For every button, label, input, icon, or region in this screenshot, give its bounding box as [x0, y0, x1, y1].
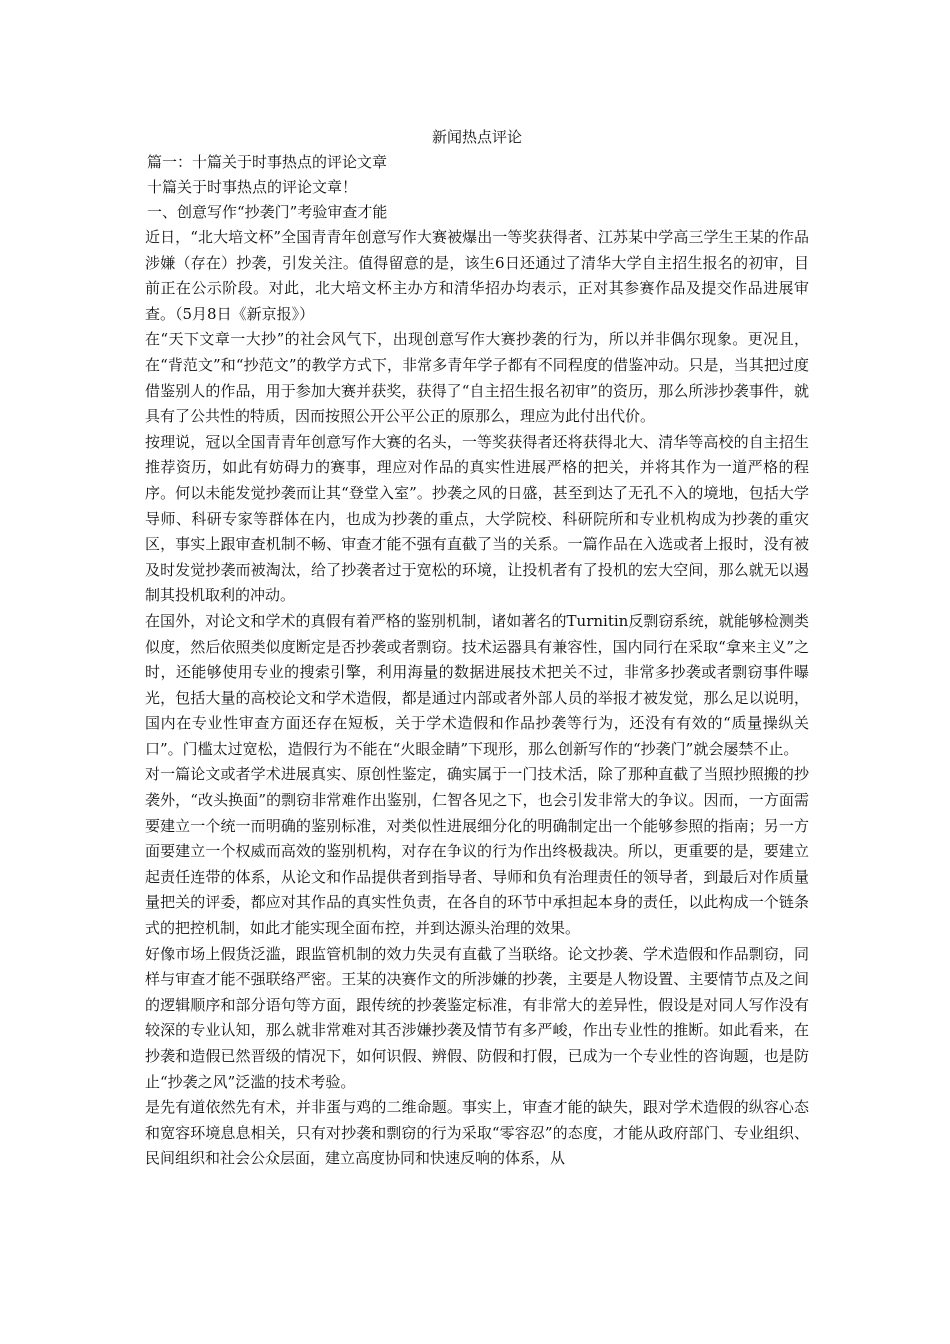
paragraph: 按理说，冠以全国青青年创意写作大赛的名头，一等奖获得者还将获得北大、清华等高校的自主招生推荐资历，如此有妨碍力的赛事，理应对作品的真实性进展严格的把关，并将其作为一道严格的程序。何以未能发觉抄袭而让其“登堂入室”。抄袭之风的日盛，甚至到达了无孔不入的境地，包括大学导师、科研专家等群体在内，也成为抄袭的重点，大学院校、科研院所和专业机构成为抄袭的重灾区，事实上跟审查机制不畅、审查才能不强有直截了当的关系。一篇作品在入选或者上报时，没有被及时发觉抄袭而被淘汰，给了抄袭者过于宽松的环境，让投机者有了投机的宏大空间，那么就无以遏制其投机取利的冲动。: [145, 432, 809, 605]
paragraph: 近日，“北大培文杯”全国青青年创意写作大赛被爆出一等奖获得者、江苏某中学高三学生王某的作品涉嫌（存在）抄袭，引发关注。值得留意的是，该生6日还通过了清华大学自主招生报名的初审，目前正在公示阶段。对此，北大培文杯主办方和清华招办均表示，正对其参赛作品及提交作品进展审查。（5月8日《新京报》）: [145, 228, 809, 323]
heading-article-collection: 十篇关于时事热点的评论文章！: [147, 178, 358, 196]
document-title: 新闻热点评论: [431, 128, 522, 146]
paragraph: 在国外，对论文和学术的真假有着严格的鉴别机制，诸如著名的Turnitin反剽窃系统，就能够检测类似度，然后依照类似度断定是否抄袭或者剽窃。技术运器具有兼容性，国内同行在采取“拿来主义”之时，还能够使用专业的搜索引擎，利用海量的数据进展技术把关不过，非常多抄袭或者剽窃事件曝光，包括大量的高校论文和学术造假，都是通过内部或者外部人员的举报才被发觉，那么足以说明，国内在专业性审查方面还存在短板，关于学术造假和作品抄袭等行为，还没有有效的“质量操纵关口”。门槛太过宽松，造假行为不能在“火眼金睛”下现形，那么创新写作的“抄袭门”就会屡禁不止。: [145, 611, 809, 758]
paragraph: 对一篇论文或者学术进展真实、原创性鉴定，确实属于一门技术活，除了那种直截了当照抄照搬的抄袭外，“改头换面”的剽窃非常难作出鉴别，仁智各见之下，也会引发非常大的争议。因而，一方面需要建立一个统一而明确的鉴别标准，对类似性进展细分化的明确制定出一个能够参照的指南；另一方面要建立一个权威而高效的鉴别机构，对存在争议的行为作出终极裁决。所以，更重要的是，要建立起责任连带的体系，从论文和作品提供者到指导者、导师和负有治理责任的领导者，到最后对作质量量把关的评委，都应对其作品的真实性负责，在各自的环节中承担起本身的责任，以此构成一个链条式的把控机制，如此才能实现全面布控，并到达源头治理的效果。: [145, 765, 809, 938]
section-heading-one: 一、创意写作“抄袭门”考验审查才能: [147, 203, 388, 221]
heading-chapter-one: 篇一：十篇关于时事热点的评论文章: [147, 153, 388, 171]
document-page: [145, 124, 809, 1172]
paragraph: 是先有道依然先有术，并非蛋与鸡的二维命题。事实上，审查才能的缺失，跟对学术造假的纵容心态和宽容环境息息相关，只有对抄袭和剽窃的行为采取“零容忍”的态度，才能从政府部门、专业组织、民间组织和社会公众层面，建立高度协同和快速反响的体系，从: [145, 1098, 809, 1168]
paragraph: 在“天下文章一大抄”的社会风气下，出现创意写作大赛抄袭的行为，所以并非偶尔现象。更况且，在“背范文”和“抄范文”的教学方式下，非常多青年学子都有不同程度的借鉴冲动。只是，当其把过度借鉴别人的作品，用于参加大赛并获奖，获得了“自主招生报名初审”的资历，那么所涉抄袭事件，就具有了公共性的特质，因而按照公开公平公正的原那么，理应为此付出代价。: [145, 330, 809, 426]
paragraph: 好像市场上假货泛滥，跟监管机制的效力失灵有直截了当联络。论文抄袭、学术造假和作品剽窃，同样与审查才能不强联络严密。王某的决赛作文的所涉嫌的抄袭，主要是人物设置、主要情节点及之间的逻辑顺序和部分语句等方面，跟传统的抄袭鉴定标准，有非常大的差异性，假设是对同人写作没有较深的专业认知，那么就非常难对其否涉嫌抄袭及情节有多严峻，作出专业性的推断。如此看来，在抄袭和造假已然晋级的情况下，如何识假、辨假、防假和打假，已成为一个专业性的咨询题，也是防止“抄袭之风”泛滥的技术考验。: [145, 944, 809, 1091]
